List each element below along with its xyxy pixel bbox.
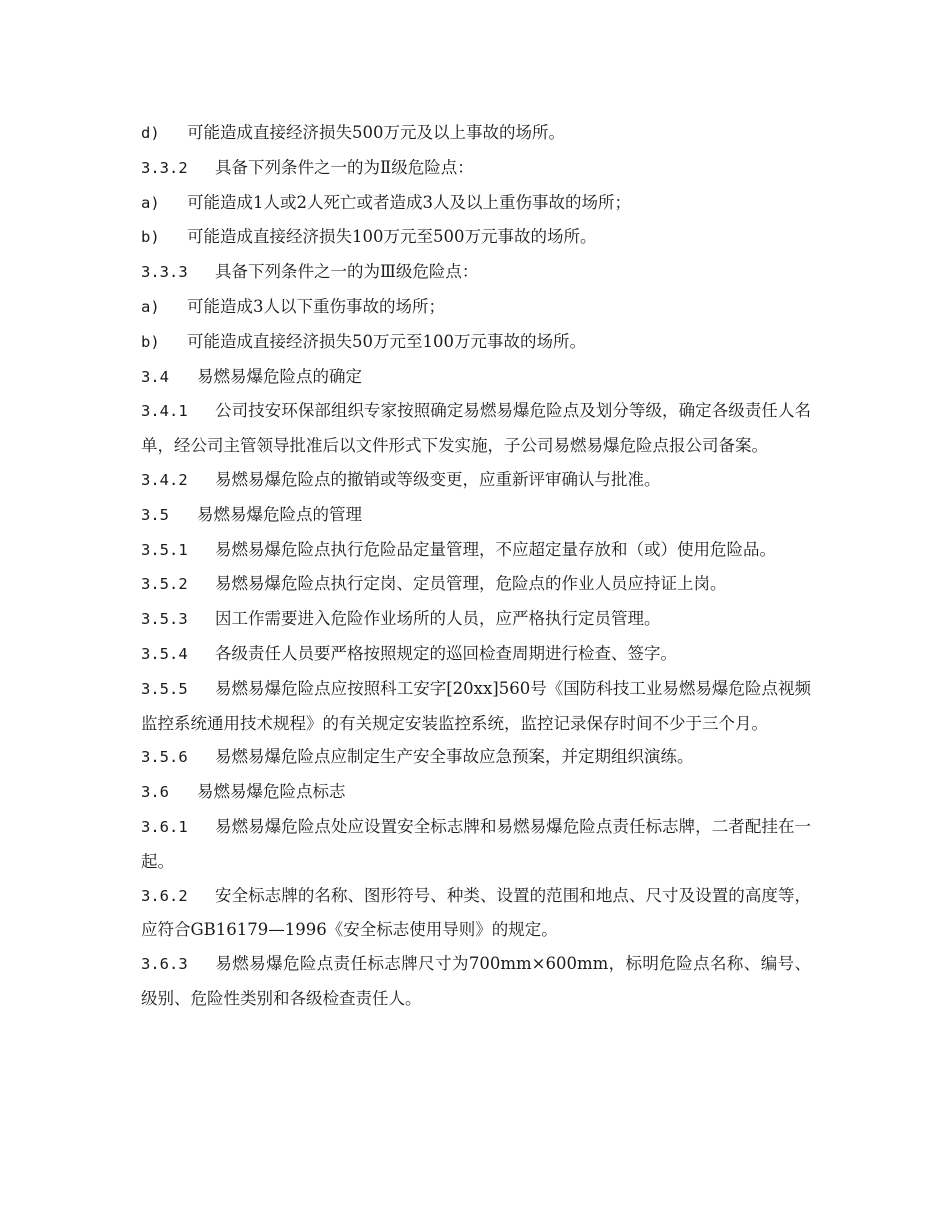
item-number: b) [141,332,160,351]
list-item [141,186,811,221]
paragraph-text: 易燃易爆危险点的撤销或等级变更，应重新评审确认与批准。 [215,469,661,489]
clause-number: 3.3.3 [141,263,188,282]
clause-paragraph [141,567,811,602]
clause-number: 3.3.2 [141,158,188,177]
clause-paragraph [141,879,811,948]
item-number: a) [141,297,160,316]
paragraph-text: 易燃易爆危险点应制定生产安全事故应急预案，并定期组织演练。 [215,747,694,767]
clause-paragraph [141,810,811,879]
clause-paragraph [141,533,811,568]
clause-number: 3.5.5 [141,679,188,698]
section-title: 易燃易爆危险点的管理 [197,504,362,524]
item-number: a) [141,193,160,212]
paragraph-text: 可能造成直接经济损失500万元及以上事故的场所。 [187,123,565,142]
paragraph-text: 因工作需要进入危险作业场所的人员，应严格执行定员管理。 [215,609,661,629]
clause-number: 3.5.6 [141,748,188,767]
clause-paragraph [141,602,811,637]
paragraph-text: 可能造成1人或2人死亡或者造成3人及以上重伤事故的场所； [187,192,631,212]
paragraph-text: 易燃易爆危险点处应设置安全标志牌和易燃易爆危险点责任标志牌，二者配挂在一起。 [141,816,811,871]
clause-paragraph [141,637,811,672]
item-number: b) [141,228,160,247]
clause-number: 3.5.4 [141,644,188,663]
paragraph-text: 易燃易爆危险点责任标志牌尺寸为700mm×600mm，标明危险点名称、编号、级别、危险性类别和各级检查责任人。 [141,954,811,1008]
paragraph-text: 易燃易爆危险点应按照科工安字[20xx]560号《国防科技工业易燃易爆危险点视频监控系统通用技术规程》的有关规定安装监控系统，监控记录保存时间不少于三个月。 [141,678,811,733]
clause-paragraph [141,255,811,290]
document-body [141,116,811,1016]
clause-paragraph [141,672,811,741]
section-number: 3.5 [141,505,169,524]
list-item [141,290,811,325]
paragraph-text: 可能造成直接经济损失50万元至100万元事故的场所。 [187,331,586,351]
clause-number: 3.4.2 [141,470,188,489]
clause-number: 3.6.1 [141,817,188,836]
list-item [141,116,811,151]
clause-paragraph [141,394,811,463]
clause-number: 3.4.1 [141,402,188,421]
clause-paragraph [141,947,811,1016]
clause-paragraph [141,463,811,498]
list-item [141,325,811,360]
clause-number: 3.5.3 [141,610,188,629]
paragraph-text: 具备下列条件之一的为Ⅲ级危险点： [215,262,479,282]
section-title: 易燃易爆危险点标志 [197,782,346,802]
paragraph-text: 具备下列条件之一的为Ⅱ级危险点： [215,157,474,177]
section-number: 3.6 [141,783,169,802]
paragraph-text: 易燃易爆危险点执行定岗、定员管理，危险点的作业人员应持证上岗。 [215,574,727,594]
clause-number: 3.5.1 [141,540,188,559]
clause-number: 3.6.3 [141,955,188,974]
clause-paragraph [141,740,811,775]
clause-paragraph [141,151,811,186]
section-heading [141,498,811,533]
clause-number: 3.5.2 [141,575,188,594]
paragraph-text: 各级责任人员要严格按照规定的巡回检查周期进行检查、签字。 [215,643,677,663]
paragraph-text: 可能造成3人以下重伤事故的场所； [187,296,445,316]
section-title: 易燃易爆危险点的确定 [197,366,362,386]
clause-number: 3.6.2 [141,886,188,905]
section-number: 3.4 [141,367,169,386]
section-heading [141,360,811,395]
list-item [141,220,811,255]
item-number: d) [141,124,160,142]
paragraph-text: 易燃易爆危险点执行危险品定量管理，不应超定量存放和（或）使用危险品。 [215,539,776,559]
paragraph-text: 安全标志牌的名称、图形符号、种类、设置的范围和地点、尺寸及设置的高度等，应符合GB16179—1996《安全标志使用导则》的规定。 [141,885,811,940]
section-heading [141,775,811,810]
paragraph-text: 公司技安环保部组织专家按照确定易燃易爆危险点及划分等级，确定各级责任人名单，经公司主管领导批准后以文件形式下发实施，子公司易燃易爆危险点报公司备案。 [141,401,811,456]
paragraph-text: 可能造成直接经济损失100万元至500万元事故的场所。 [187,227,597,247]
